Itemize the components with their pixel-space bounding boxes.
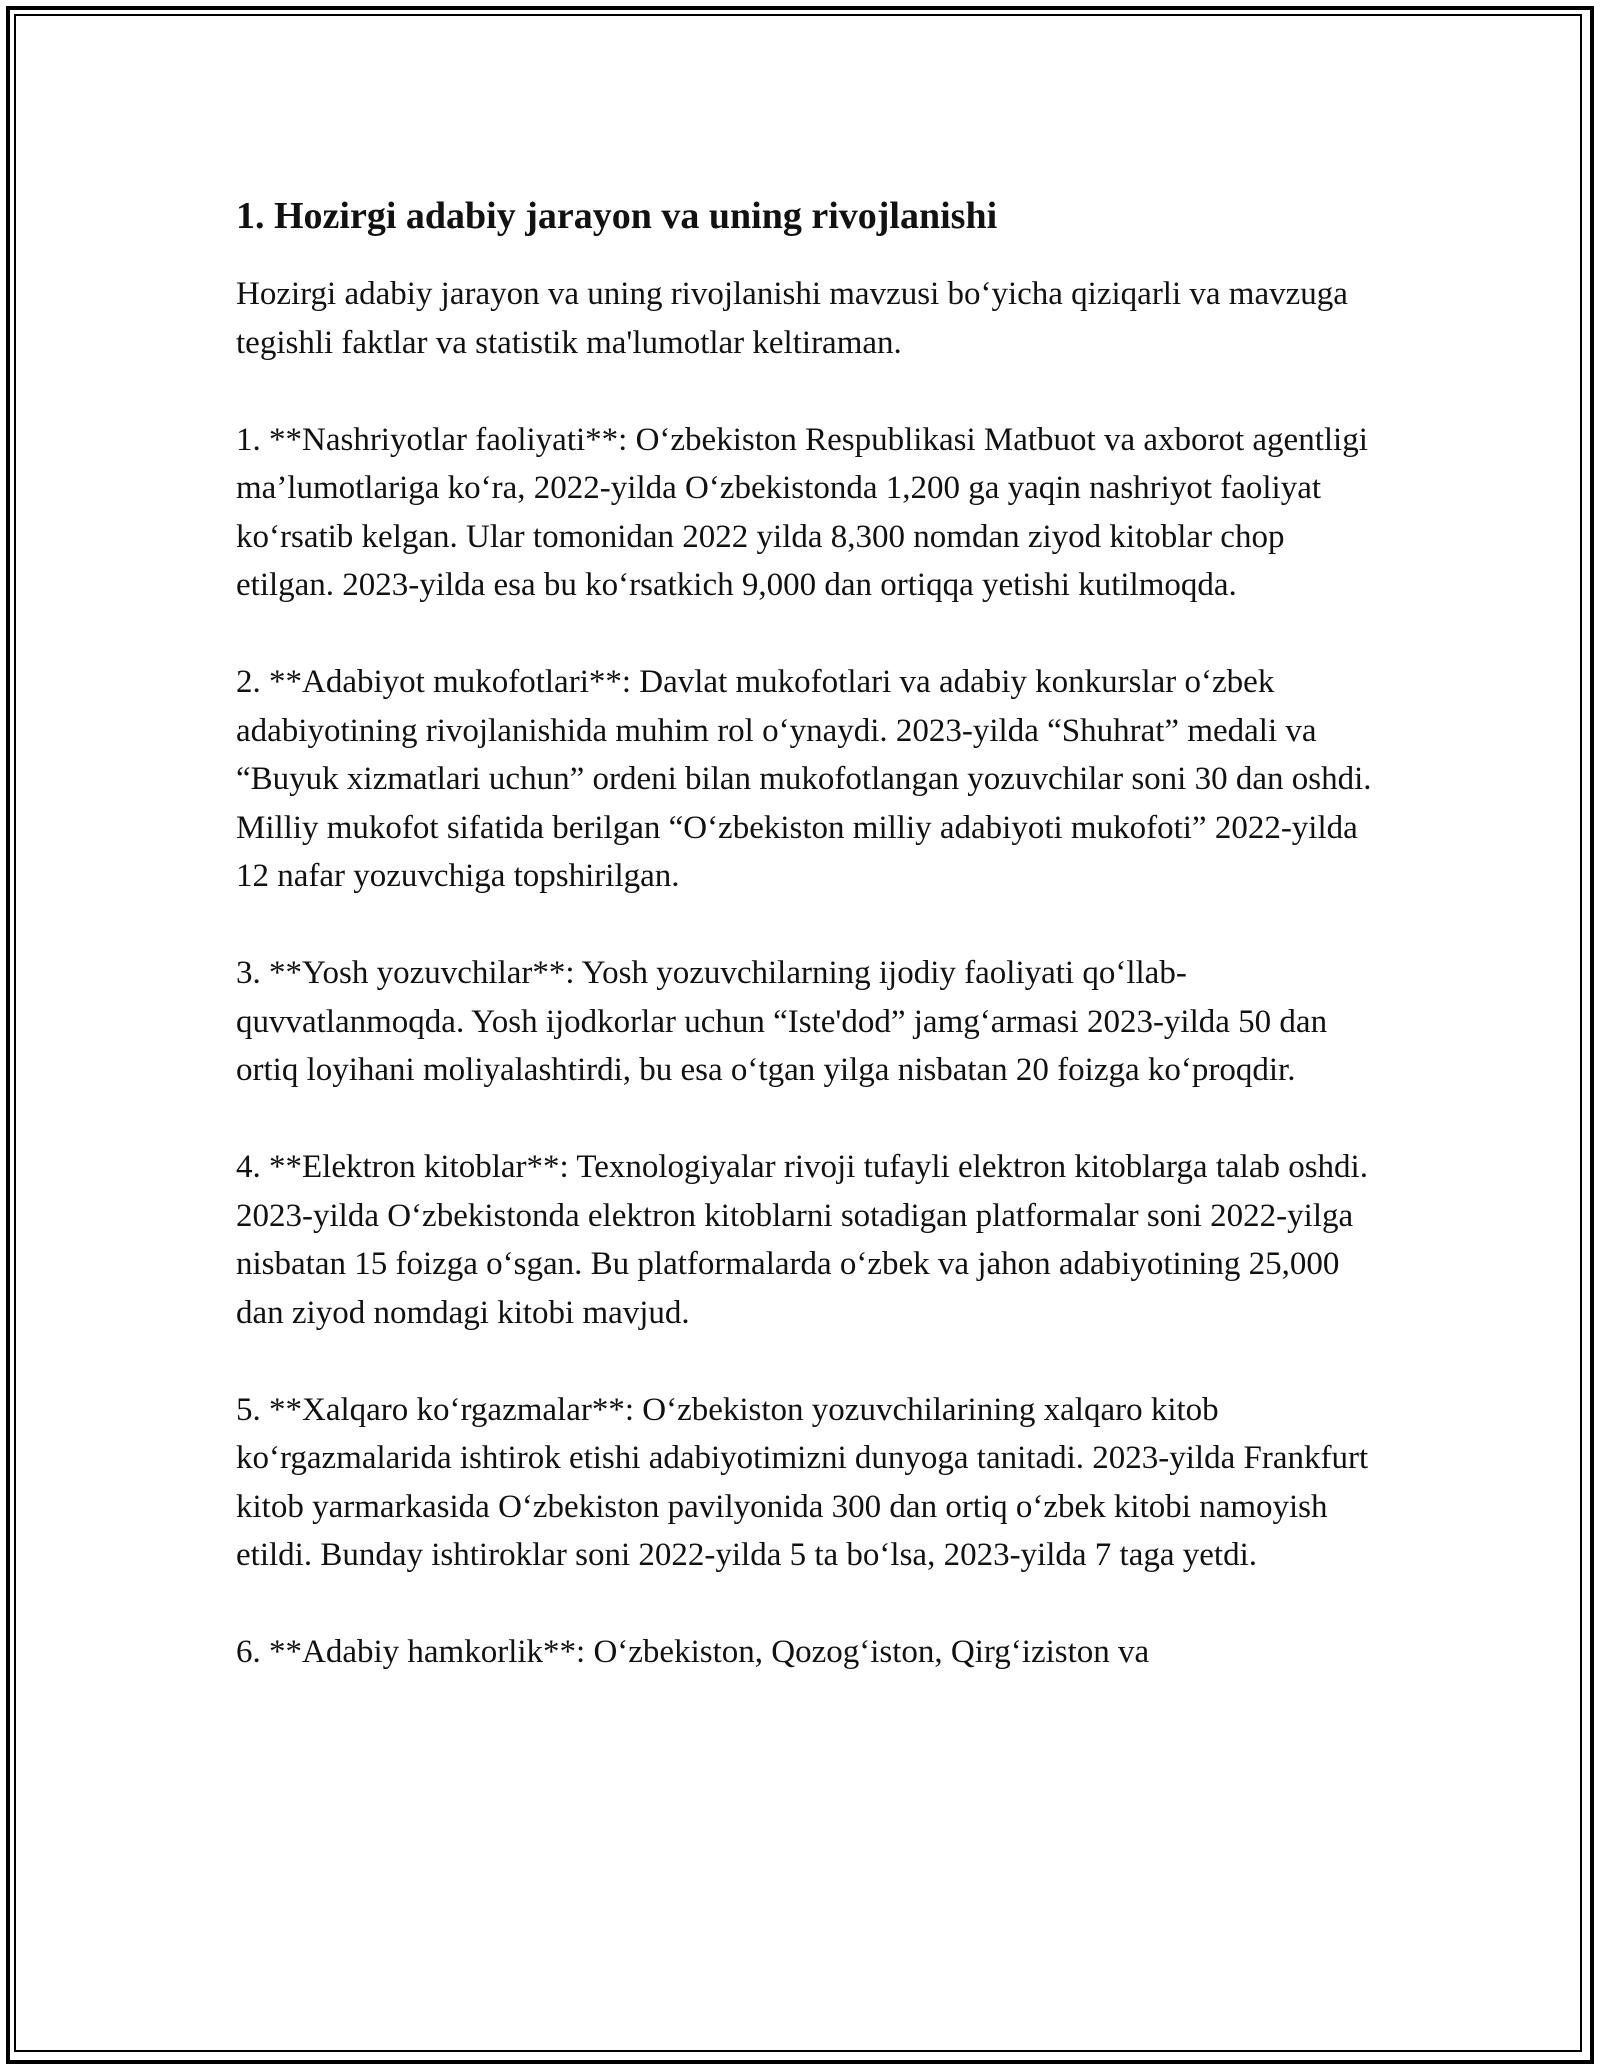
paragraph-literary-cooperation: 6. **Adabiy hamkorlik**: O‘zbekiston, Qozog‘iston, Qirg‘iziston va <box>236 1634 1150 1670</box>
paragraph-publishers: 1. **Nashriyotlar faoliyati**: O‘zbekiston Respublikasi Matbuot va axborot agentligi ma’lumotlariga ko‘ra, 2022-yilda O‘zbekistonda 1,200 ga yaqin nashriyot faoliyat ko‘rsatib kelgan. Ular tomonidan 2022 yilda 8,300 nomdan ziyod kitoblar chop etilgan. 2023-yilda esa bu ko‘rsatkich 9,000 dan ortiqqa yetishi kutilmoqda. <box>236 421 1368 603</box>
intro-paragraph: Hozirgi adabiy jarayon va uning rivojlanishi mavzusi bo‘yicha qiziqarli va mavzuga tegishli faktlar va statistik ma'lumotlar keltiraman. <box>236 276 1348 361</box>
paragraph-electronic-books: 4. **Elektron kitoblar**: Texnologiyalar rivoji tufayli elektron kitoblarga talab oshdi. 2023-yilda O‘zbekistonda elektron kitoblarni sotadigan platformalar soni 2022-yilga nisbatan 15 foizga o‘sgan. Bu platformalarda o‘zbek va jahon adabiyotining 25,000 dan ziyod nomdagi kitobi mavjud. <box>236 1149 1368 1331</box>
paragraph-literary-awards: 2. **Adabiyot mukofotlari**: Davlat mukofotlari va adabiy konkurslar o‘zbek adabiyotining rivojlanishida muhim rol o‘ynaydi. 2023-yilda “Shuhrat” medali va “Buyuk xizmatlari uchun” ordeni bilan mukofotlangan yozuvchilar soni 30 dan oshdi. Milliy mukofot sifatida berilgan “O‘zbekiston milliy adabiyoti mukofoti” 2022-yilda 12 nafar yozuvchiga topshirilgan. <box>236 664 1372 894</box>
section-heading: 1. Hozirgi adabiy jarayon va uning rivojlanishi <box>236 195 998 237</box>
document-body <box>236 178 1376 1725</box>
paragraph-young-writers: 3. **Yosh yozuvchilar**: Yosh yozuvchilarning ijodiy faoliyati qo‘llab-quvvatlanmoqda. Yosh ijodkorlar uchun “Iste'dod” jamg‘armasi 2023-yilda 50 dan ortiq loyihani moliyalashtirdi, bu esa o‘tgan yilga nisbatan 20 foizga ko‘proqdir. <box>236 955 1328 1088</box>
paragraph-international-exhibitions: 5. **Xalqaro ko‘rgazmalar**: O‘zbekiston yozuvchilarining xalqaro kitob ko‘rgazmalarida ishtirok etishi adabiyotimizni dunyoga tanitadi. 2023-yilda Frankfurt kitob yarmarkasida O‘zbekiston pavilyonida 300 dan ortiq o‘zbek kitobi namoyish etildi. Bunday ishtiroklar soni 2022-yilda 5 ta bo‘lsa, 2023-yilda 7 taga yetdi. <box>236 1391 1369 1573</box>
